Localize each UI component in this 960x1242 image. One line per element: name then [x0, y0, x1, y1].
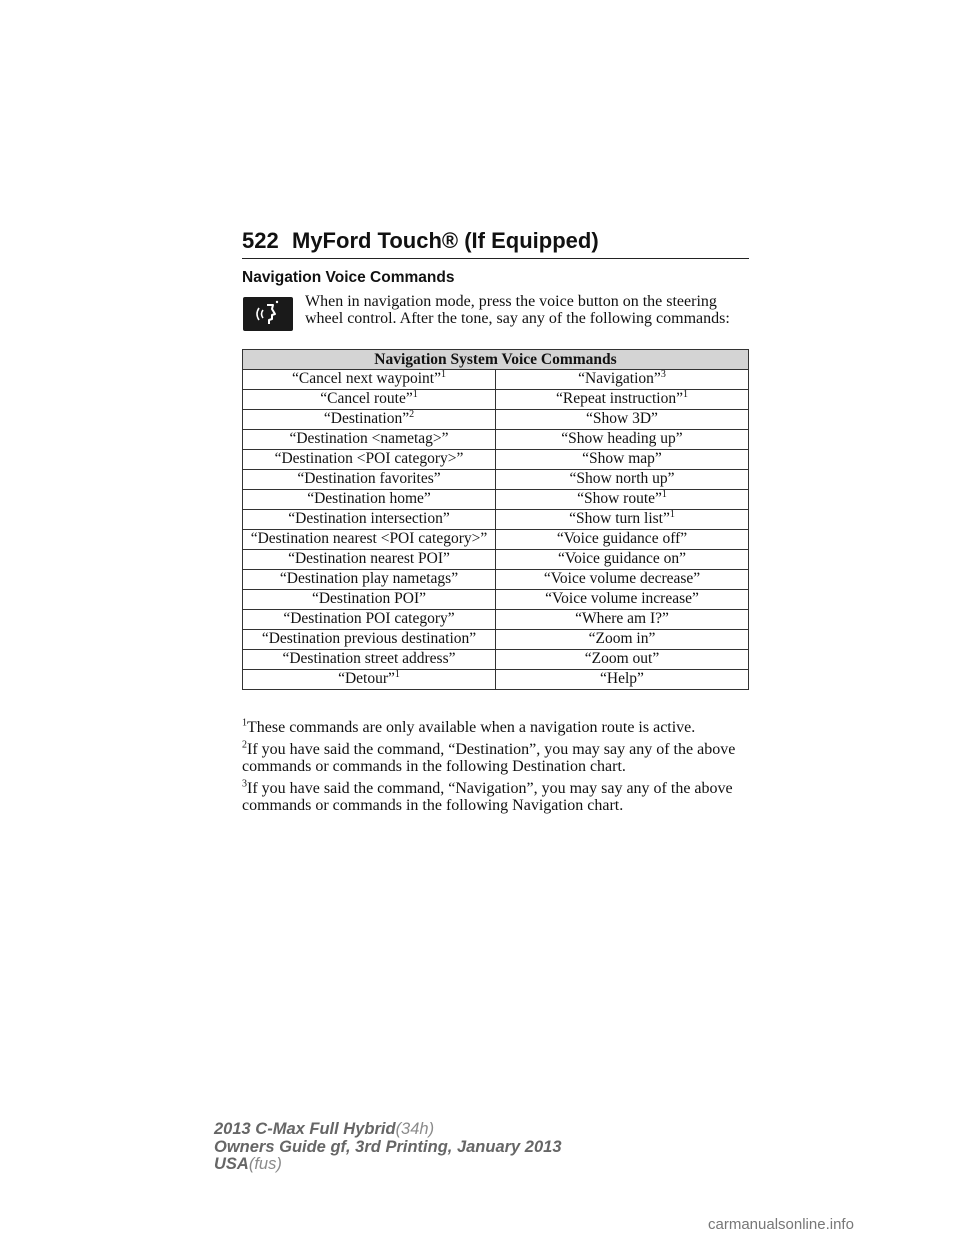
table-cell-right: “Navigation”$^3$ — [496, 370, 749, 390]
table-row — [243, 570, 749, 590]
footer-line-1: 2013 C-Max Full Hybrid(34h) — [214, 1120, 435, 1138]
table-row — [243, 650, 749, 670]
table-cell-right: “Repeat instruction”$^1$ — [496, 390, 749, 410]
table-cell-left: “Destination <nametag>” — [243, 430, 496, 450]
table-cell-left: “Destination <POI category>” — [243, 450, 496, 470]
footnote: $^2$If you have said the command, “Destination”, you may say any of the above commands or commands in the following Destination chart. — [242, 739, 736, 775]
intro-paragraph: When in navigation mode, press the voice button on the steering wheel control. After the tone, say any of the following commands: — [305, 293, 730, 327]
table-row — [243, 490, 749, 510]
table-cell-right: “Where am I?” — [496, 610, 749, 630]
table-cell-right: “Zoom out” — [496, 650, 749, 670]
footnote: $^3$If you have said the command, “Navigation”, you may say any of the above commands or commands in the following Navigation chart. — [242, 778, 733, 814]
table-cell-right: “Show north up” — [496, 470, 749, 490]
table-row — [243, 670, 749, 690]
voice-commands-table — [242, 349, 749, 690]
table-cell-left: “Destination POI” — [243, 590, 496, 610]
footer-line-3: USA(fus) — [214, 1155, 282, 1173]
table-row — [243, 370, 749, 390]
table-cell-right: “Show route”$^1$ — [496, 490, 749, 510]
voice-button-icon — [243, 297, 293, 331]
table-title: Navigation System Voice Commands — [243, 350, 749, 370]
table-cell-left: “Destination home” — [243, 490, 496, 510]
table-row — [243, 510, 749, 530]
table-cell-left: “Destination play nametags” — [243, 570, 496, 590]
watermark: carmanualsonline.info — [708, 1216, 854, 1233]
table-row — [243, 470, 749, 490]
table-cell-right: “Help” — [496, 670, 749, 690]
table-cell-right: “Voice volume decrease” — [496, 570, 749, 590]
table-row — [243, 450, 749, 470]
table-cell-left: “Destination intersection” — [243, 510, 496, 530]
footer-line-2: Owners Guide gf, 3rd Printing, January 2013 — [214, 1137, 562, 1156]
table-cell-left: “Destination favorites” — [243, 470, 496, 490]
table-cell-left: “Cancel route”$^1$ — [243, 390, 496, 410]
table-cell-left: “Destination POI category” — [243, 610, 496, 630]
table-cell-right: “Voice volume increase” — [496, 590, 749, 610]
page-header — [242, 222, 749, 259]
table-cell-left: “Destination previous destination” — [243, 630, 496, 650]
table-cell-left: “Cancel next waypoint”$^1$ — [243, 370, 496, 390]
table-row — [243, 410, 749, 430]
table-cell-right: “Show map” — [496, 450, 749, 470]
table-cell-left: “Destination street address” — [243, 650, 496, 670]
table-cell-right: “Show heading up” — [496, 430, 749, 450]
table-cell-left: “Destination”$^2$ — [243, 410, 496, 430]
table-row — [243, 390, 749, 410]
table-row — [243, 530, 749, 550]
table-cell-right: “Voice guidance off” — [496, 530, 749, 550]
table-cell-right: “Voice guidance on” — [496, 550, 749, 570]
table-row — [243, 550, 749, 570]
document-footer — [214, 1121, 562, 1174]
table-row — [243, 430, 749, 450]
table-cell-right: “Zoom in” — [496, 630, 749, 650]
chapter-title: MyFord Touch® (If Equipped) — [292, 228, 599, 253]
table-cell-right: “Show turn list”$^1$ — [496, 510, 749, 530]
table-cell-left: “Detour”$^1$ — [243, 670, 496, 690]
table-row — [243, 590, 749, 610]
table-cell-left: “Destination nearest POI” — [243, 550, 496, 570]
table-cell-right: “Show 3D” — [496, 410, 749, 430]
table-cell-left: “Destination nearest <POI category>” — [243, 530, 496, 550]
page-number: 522 — [242, 228, 279, 253]
footnotes — [242, 719, 752, 819]
table-row — [243, 610, 749, 630]
table-row — [243, 630, 749, 650]
footnote: $^1$These commands are only available when a navigation route is active. — [242, 717, 696, 736]
section-title: Navigation Voice Commands — [242, 269, 455, 286]
